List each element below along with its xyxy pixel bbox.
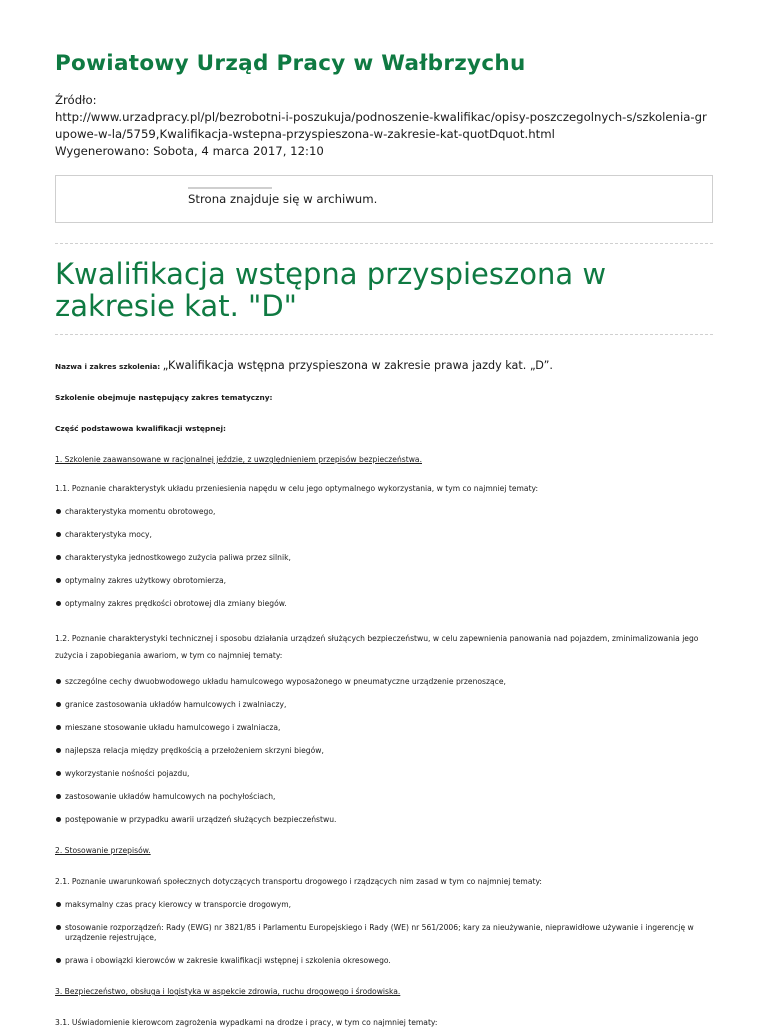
training-name-value: „Kwalifikacja wstępna przyspieszona w zakresie prawa jazdy kat. „D”. [162,359,553,372]
training-name-label: Nazwa i zakres szkolenia: [55,362,161,371]
list-item: charakterystyka mocy, [55,530,713,540]
title-bottom-divider [55,334,713,335]
list-item: granice zastosowania układów hamulcowych i zwalniaczy, [55,700,713,710]
page-title: Kwalifikacja wstępna przyspieszona w zakresie kat. "D" [55,257,607,323]
part-heading: Część podstawowa kwalifikacji wstępnej: [55,424,226,433]
section-1-title: 1. Szkolenie zaawansowane w racjonalnej jeździe, z uwzględnieniem przepisów bezpieczeństwa. [55,455,422,464]
section-1-1-list [55,507,713,609]
section-3-title: 3. Bezpieczeństwo, obsługa i logistyka w aspekcie zdrowia, ruchu drogowego i środowiska. [55,987,401,996]
source-url[interactable]: http://www.urzadpracy.pl/pl/bezrobotni-i-poszukuja/podnoszenie-kwalifikac/opisy-poszczegolnych-s/szkolenia-grupowe-w-la/5759,Kwalifikacja-wstepna-przyspieszona-w-zakresie-kat-quotDquot.html [55,110,707,141]
document-meta [55,92,713,160]
list-item: mieszane stosowanie układu hamulcowego i zwalniacza, [55,723,713,733]
list-item: maksymalny czas pracy kierowcy w transporcie drogowym, [55,900,713,910]
section-2-title: 2. Stosowanie przepisów. [55,846,151,855]
section-1-2-title: 1.2. Poznanie charakterystyki technicznej i sposobu działania urządzeń służących bezpieczeństwu, w celu zapewnienia panowania nad pojazdem, zminimalizowania jego zużycia i zapobiegania awariom, w tym co najmniej tematy: [55,634,699,660]
list-item: szczególne cechy dwuobwodowego układu hamulcowego wyposażonego w pneumatyczne urządzenie przenoszące, [55,677,713,687]
title-top-divider [55,243,713,244]
list-item: zastosowanie układów hamulcowych na pochyłościach, [55,792,713,802]
scope-heading: Szkolenie obejmuje następujący zakres tematyczny: [55,393,273,402]
site-title: Powiatowy Urząd Pracy w Wałbrzychu [55,51,526,76]
archive-notice [55,175,713,223]
section-3-1-title: 3.1. Uświadomienie kierowcom zagrożenia wypadkami na drodze i pracy, w tym co najmniej tematy: [55,1018,438,1027]
list-item: stosowanie rozporządzeń: Rady (EWG) nr 3821/85 i Parlamentu Europejskiego i Rady (WE) nr 561/2006; kary za nieużywanie, nieprawidłowe używanie i ingerencję w urządzenie rejestrujące, [55,923,713,943]
section-2-1-title: 2.1. Poznanie uwarunkowań społecznych dotyczących transportu drogowego i rządzących nim zasad w tym co najmniej tematy: [55,877,542,886]
training-name [55,361,713,372]
list-item: charakterystyka jednostkowego zużycia paliwa przez silnik, [55,553,713,563]
list-item: postępowanie w przypadku awarii urządzeń służących bezpieczeństwu. [55,815,713,825]
section-2-1-list [55,900,713,966]
source-label: Źródło: [55,93,97,107]
section-1-2-list [55,677,713,825]
list-item: charakterystyka momentu obrotowego, [55,507,713,517]
list-item: najlepsza relacja między prędkością a przełożeniem skrzyni biegów, [55,746,713,756]
list-item: prawa i obowiązki kierowców w zakresie kwalifikacji wstępnej i szkolenia okresowego. [55,956,713,966]
list-item: optymalny zakres prędkości obrotowej dla zmiany biegów. [55,599,713,609]
article-body [55,361,713,1028]
archive-note: Strona znajduje się w archiwum. [188,192,378,206]
section-1-1-title: 1.1. Poznanie charakterystyk układu przeniesienia napędu w celu jego optymalnego wykorzystania, w tym co najmniej tematy: [55,484,539,493]
archive-divider [188,187,272,189]
generated-timestamp: Wygenerowano: Sobota, 4 marca 2017, 12:10 [55,144,324,158]
list-item: wykorzystanie nośności pojazdu, [55,769,713,779]
list-item: optymalny zakres użytkowy obrotomierza, [55,576,713,586]
